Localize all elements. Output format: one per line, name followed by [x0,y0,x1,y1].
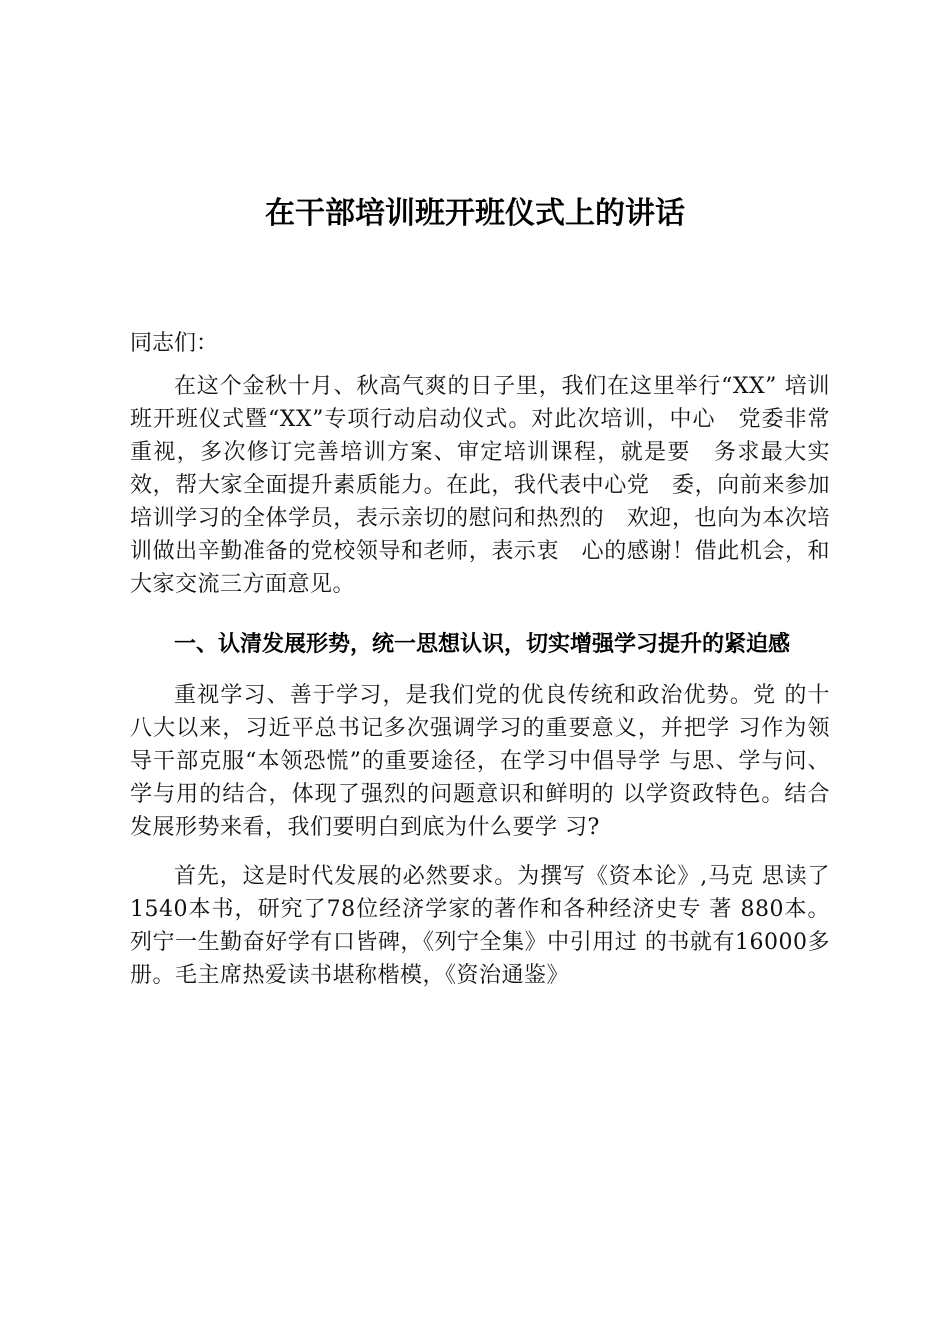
document-body [130,328,830,992]
opening-paragraph: 在这个金秋十月、秋高气爽的日子里，我们在这里举行“XX” 培训班开班仪式暨“XX”专项行动启动仪式。对此次培训，中心 党委非常重视，多次修订完善培训方案、审定培训课程，就是要 务求最大实效，帮大家全面提升素质能力。在此，我代表中心党 委，向前来参加培训学习的全体学员，表示亲切的慰问和热烈的 欢迎，也向为本次培训做出辛勤准备的党校领导和老师，表示衷 心的感谢！借此机会，和大家交流三方面意见。 [130,374,830,597]
section-paragraph-2: 首先，这是时代发展的必然要求。为撰写《资本论》,马克 思读了1540本书，研究了78位经济学家的著作和各种经济史专 著 880本。列宁一生勤奋好学有口皆碑，《列宁全集》中引用过 的书就有16000多册。毛主席热爱读书堪称楷模，《资治通鉴》 [130,864,830,988]
salutation: 同志们： [130,331,219,356]
document-title: 在干部培训班开班仪式上的讲话 [265,196,685,231]
section-paragraph-1: 重视学习、善于学习，是我们党的优良传统和政治优势。党 的十八大以来，习近平总书记多次强调学习的重要意义，并把学 习作为领导干部克服“本领恐慌”的重要途径，在学习中倡导学 与思、学与问、学与用的结合，体现了强烈的问题意识和鲜明的 以学资政特色。结合发展形势来看，我们要明白到底为什么要学 习? [130,683,830,840]
section-heading: 一、认清发展形势，统一思想认识，切实增强学习提升的紧迫感 [174,632,791,657]
